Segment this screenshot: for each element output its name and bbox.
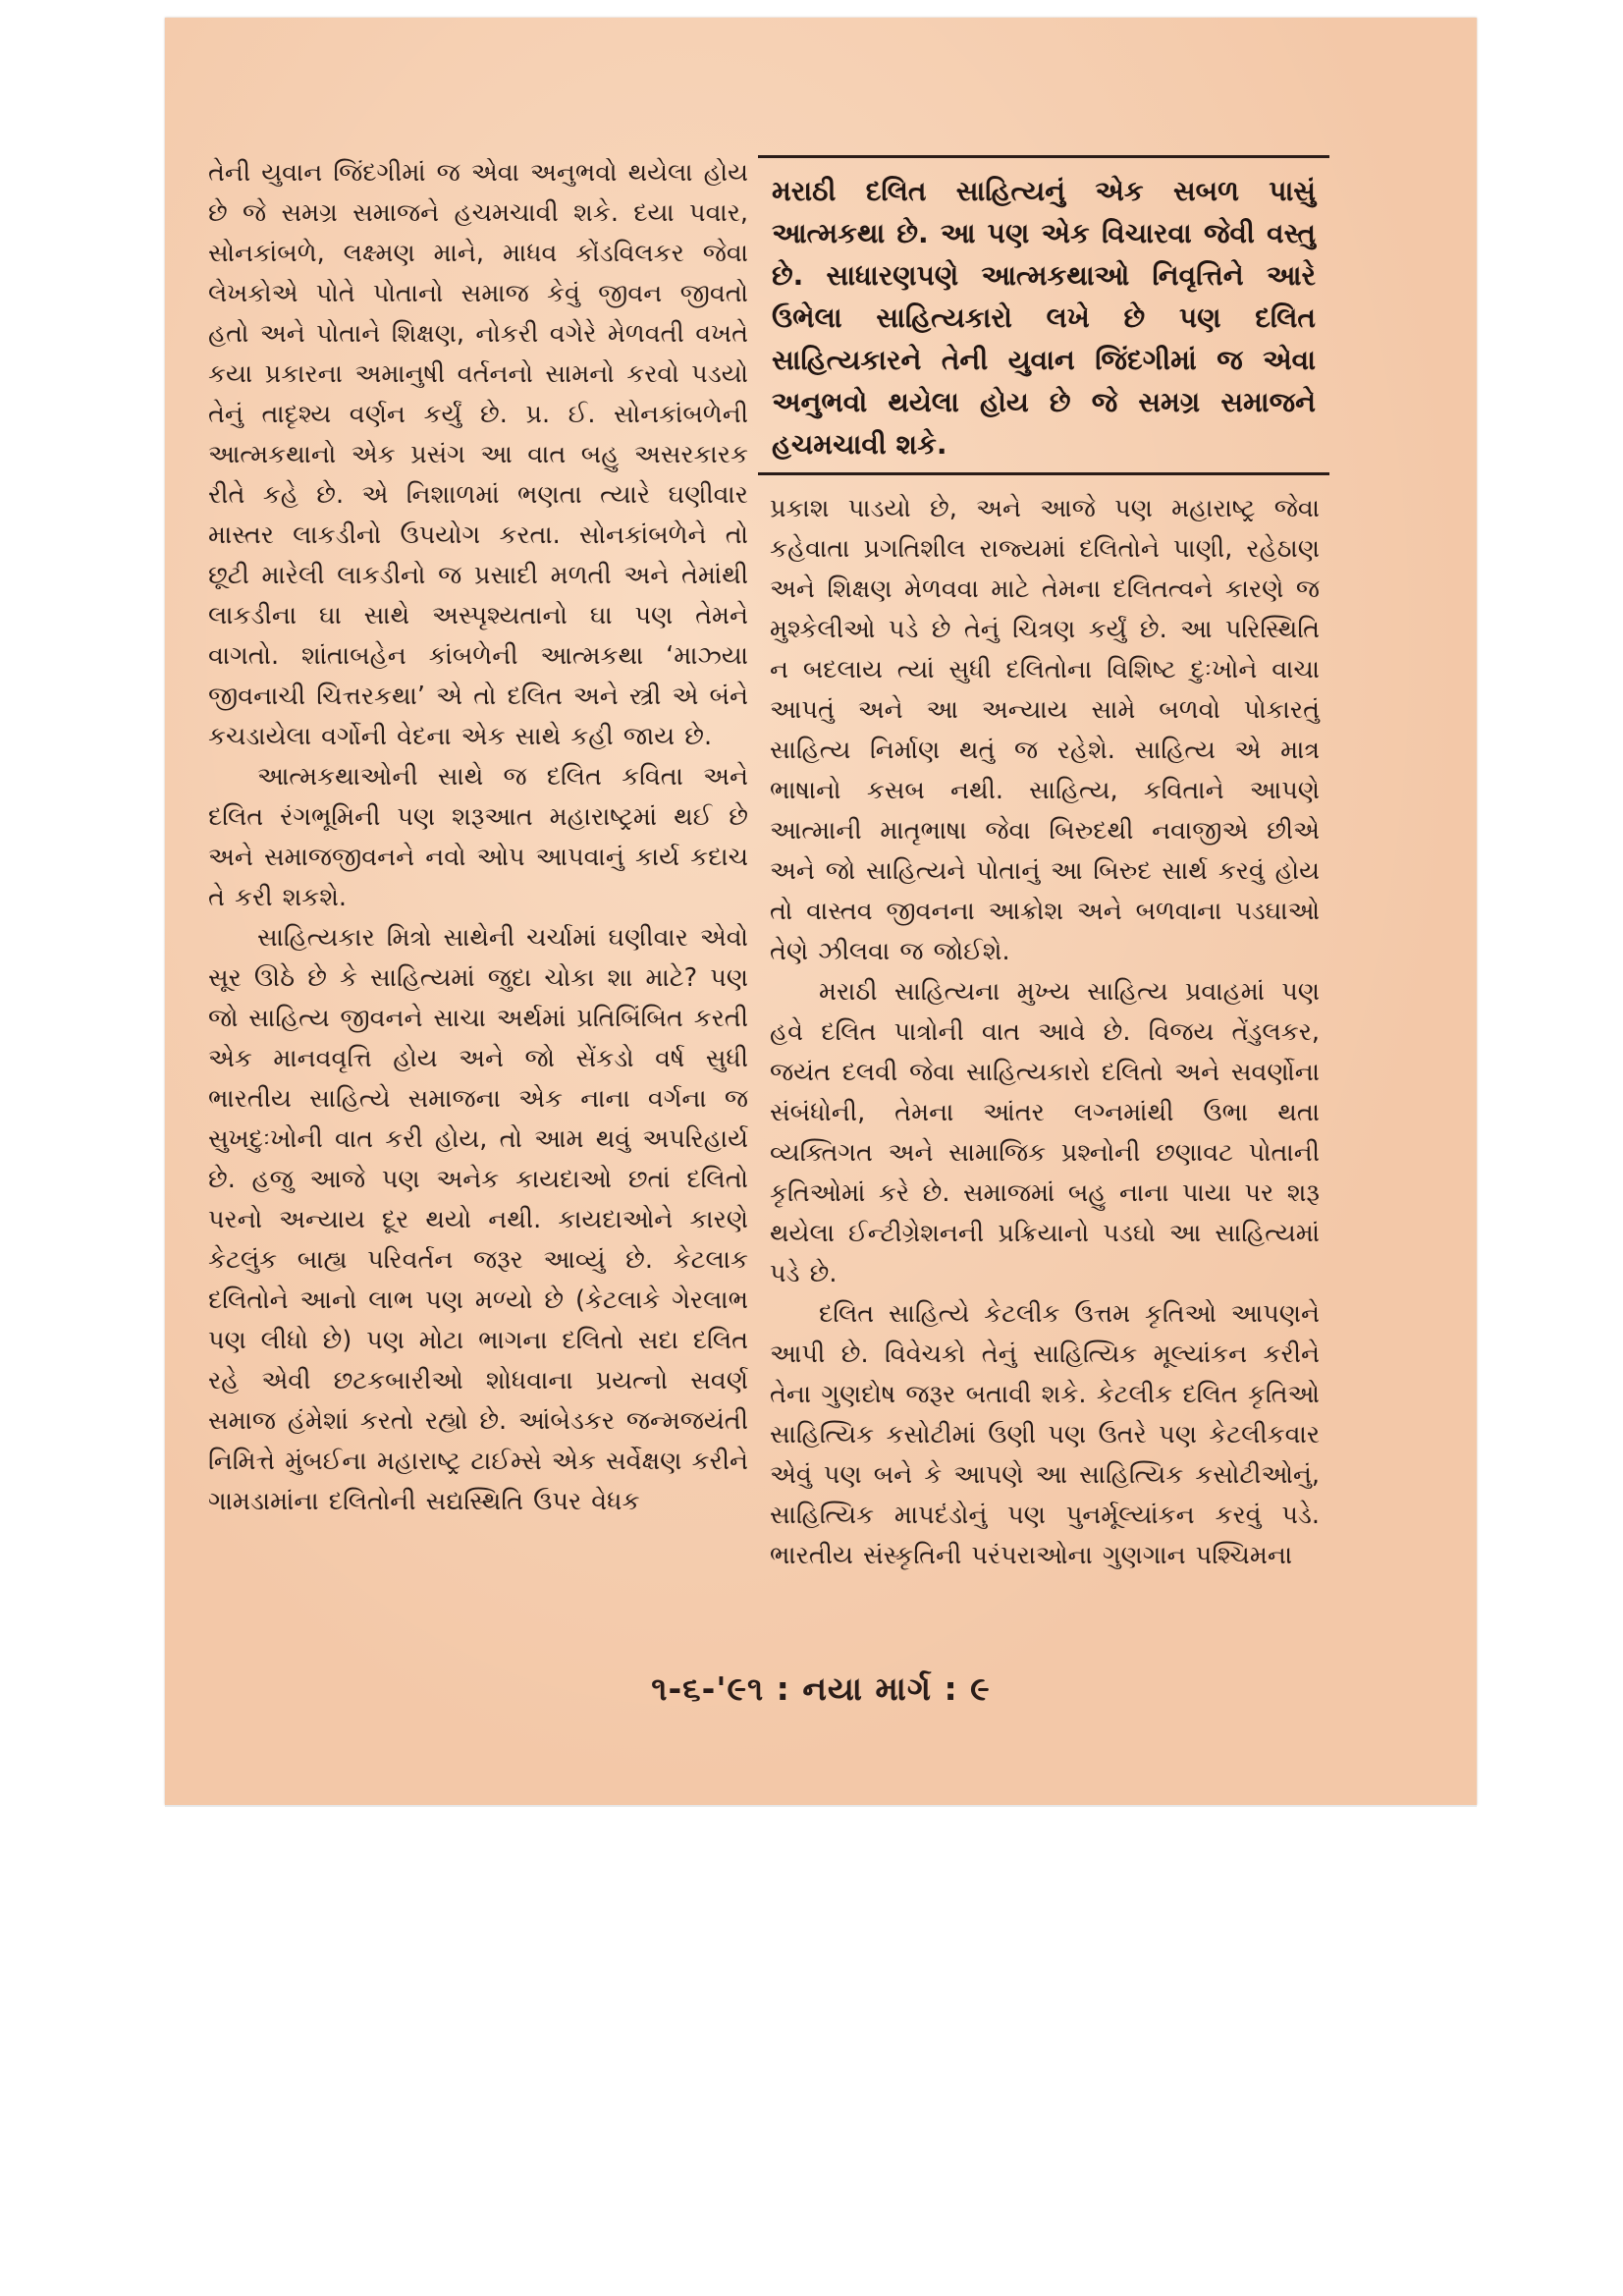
paragraph: મરાઠી સાહિત્યના મુખ્ય સાહિત્ય પ્રવાહમાં પણ હવે દલિત પાત્રોની વાત આવે છે. વિજય તેંડુલકર, જયંત દલવી જેવા સાહિત્યકારો દલિતો અને સવર્ણોના સંબંધોની, તેમના આંતર લગ્નમાંથી ઉભા થતા વ્યક્તિગત અને સામાજિક પ્રશ્નોની છણાવટ પોતાની કૃતિઓમાં કરે છે. સમાજમાં બહુ નાના પાયા પર શરૂ થયેલા ઈન્ટીગ્રેશનની પ્રક્રિયાનો પડઘો આ સાહિત્યમાં પડે છે. bbox=[770, 977, 1320, 1288]
page-footer: ૧-૬-'૯૧ : નયા માર્ગ : ૯ bbox=[651, 1669, 991, 1708]
page-edge-divider bbox=[165, 1805, 1477, 1807]
right-column bbox=[770, 489, 1320, 1576]
paragraph: દલિત સાહિત્યે કેટલીક ઉત્તમ કૃતિઓ આપણને આપી છે. વિવેચકો તેનું સાહિત્યિક મૂલ્યાંકન કરીને તેના ગુણદોષ જરૂર બતાવી શકે. કેટલીક દલિત કૃતિઓ સાહિત્યિક કસોટીમાં ઉણી પણ ઉતરે પણ કેટલીકવાર એવું પણ બને કે આપણે આ સાહિત્યિક કસોટીઓનું, સાહિત્યિક માપદંડોનું પણ પુનર્મૂલ્યાંકન કરવું પડે. ભારતીય સંસ્કૃતિની પરંપરાઓના ગુણગાન પશ્ચિમના bbox=[770, 1299, 1320, 1570]
paragraph: સાહિત્યકાર મિત્રો સાથેની ચર્ચામાં ઘણીવાર એવો સૂર ઊઠે છે કે સાહિત્યમાં જુદા ચોકા શા માટે? પણ જો સાહિત્ય જીવનને સાચા અર્થમાં પ્રતિબિંબિત કરતી એક માનવવૃત્તિ હોય અને જો સેંકડો વર્ષ સુધી ભારતીય સાહિત્યે સમાજના એક નાના વર્ગના જ સુખદુઃખોની વાત કરી હોય, તો આમ થવું અપરિહાર્ય છે. હજુ આજે પણ અનેક કાયદાઓ છતાં દલિતો પરનો અન્યાય દૂર થયો નથી. કાયદાઓને કારણે કેટલુંક બાહ્ય પરિવર્તન જરૂર આવ્યું છે. કેટલાક દલિતોને આનો લાભ પણ મળ્યો છે (કેટલાકે ગેરલાભ પણ લીધો છે) પણ મોટા ભાગના દલિતો સદા દલિત રહે એવી છટકબારીઓ શોધવાના પ્રયત્નો સવર્ણ સમાજ હંમેશાં કરતો રહ્યો છે. આંબેડકર જન્મજયંતી નિમિત્તે મુંબઈના મહારાષ્ટ્ર ટાઈમ્સે એક સર્વેક્ષણ કરીને ગામડામાંના દલિતોની સદ્યસ્થિતિ ઉપર વેધક bbox=[208, 923, 748, 1516]
paragraph: તેની યુવાન જિંદગીમાં જ એવા અનુભવો થયેલા હોય છે જે સમગ્ર સમાજને હચમચાવી શકે. દયા પવાર, સોનકાંબળે, લક્ષ્મણ માને, માધવ કોંડવિલકર જેવા લેખકોએ પોતે પોતાનો સમાજ કેવું જીવન જીવતો હતો અને પોતાને શિક્ષણ, નોકરી વગેરે મેળવતી વખતે કયા પ્રકારના અમાનુષી વર્તનનો સામનો કરવો પડયો તેનું તાદૃશ્ય વર્ણન કર્યું છે. પ્ર. ઈ. સોનકાંબળેની આત્મકથાનો એક પ્રસંગ આ વાત બહુ અસરકારક રીતે કહે છે. એ નિશાળમાં ભણતા ત્યારે ઘણીવાર માસ્તર લાકડીનો ઉપયોગ કરતા. સોનકાંબળેને તો છૂટી મારેલી લાકડીનો જ પ્રસાદી મળતી અને તેમાંથી લાકડીના ઘા સાથે અસ્પૃશ્યતાનો ઘા પણ તેમને વાગતો. શાંતાબહેન કાંબળેની આત્મકથા ‘માઝ્યા જીવનાચી ચિત્તરકથા’ એ તો દલિત અને સ્ત્રી એ બંને કચડાયેલા વર્ગોની વેદના એક સાથે કહી જાય છે. bbox=[208, 158, 748, 751]
pull-quote: મરાઠી દલિત સાહિત્યનું એક સબળ પાસું આત્મકથા છે. આ પણ એક વિચારવા જેવી વસ્તુ છે. સાધારણપણે આત્મકથાઓ નિવૃત્તિને આરે ઉભેલા સાહિત્યકારો લખે છે પણ દલિત સાહિત્યકારને તેની યુવાન જિંદગીમાં જ એવા અનુભવો થયેલા હોય છે જે સમગ્ર સમાજને હચમચાવી શકે. bbox=[772, 175, 1316, 461]
paragraph: પ્રકાશ પાડયો છે, અને આજે પણ મહારાષ્ટ્ર જેવા કહેવાતા પ્રગતિશીલ રાજ્યમાં દલિતોને પાણી, રહેઠાણ અને શિક્ષણ મેળવવા માટે તેમના દલિતત્વને કારણે જ મુશ્કેલીઓ પડે છે તેનું ચિત્રણ કર્યું છે. આ પરિસ્થિતિ ન બદલાય ત્યાં સુધી દલિતોના વિશિષ્ટ દુઃખોને વાચા આપતું અને આ અન્યાય સામે બળવો પોકારતું સાહિત્ય નિર્માણ થતું જ રહેશે. સાહિત્ય એ માત્ર ભાષાનો કસબ નથી. સાહિત્ય, કવિતાને આપણે આત્માની માતૃભાષા જેવા બિરુદથી નવાજીએ છીએ અને જો સાહિત્યને પોતાનું આ બિરુદ સાર્થ કરવું હોય તો વાસ્તવ જીવનના આક્રોશ અને બળવાના પડઘાઓ તેણે ઝીલવા જ જોઈશે. bbox=[770, 494, 1320, 966]
left-column bbox=[208, 153, 748, 1522]
paragraph: આત્મકથાઓની સાથે જ દલિત કવિતા અને દલિત રંગભૂમિની પણ શરૂઆત મહારાષ્ટ્રમાં થઈ છે અને સમાજજીવનને નવો ઓપ આપવાનું કાર્ય કદાચ તે કરી શકશે. bbox=[208, 762, 748, 912]
pull-quote-box bbox=[758, 155, 1329, 475]
magazine-page bbox=[165, 18, 1477, 1805]
